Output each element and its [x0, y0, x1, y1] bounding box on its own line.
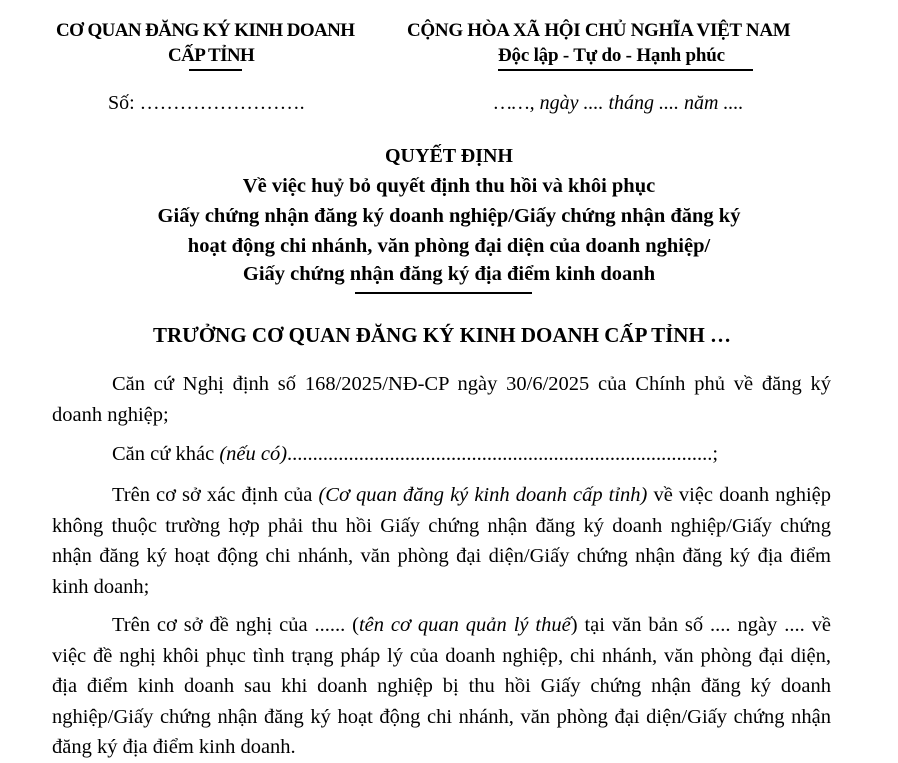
legal-basis-paragraph-1: Căn cứ Nghị định số 168/2025/NĐ-CP ngày 30/6/2025 của Chính phủ về đăng ký doanh nghiệp;: [52, 373, 831, 426]
p4-italic-tax-agency: tên cơ quan quản lý thuế: [358, 614, 571, 636]
legal-basis-paragraph-2: [52, 439, 831, 470]
p3-prefix: Trên cơ sở xác định của: [112, 484, 319, 506]
determination-paragraph: [52, 480, 831, 602]
proposal-paragraph: [52, 610, 831, 763]
place-date: ……, ngày .... tháng .... năm ....: [494, 92, 744, 114]
national-motto: Độc lập - Tự do - Hạnh phúc: [498, 45, 725, 66]
p2-prefix: Căn cứ khác: [112, 443, 220, 465]
p2-suffix: ...................................................................................;: [287, 443, 719, 465]
motto-underline: [498, 69, 753, 71]
p4-prefix: Trên cơ sở đề nghị của ...... (: [112, 614, 359, 636]
decision-subject-line-1: Về việc huỷ bỏ quyết định thu hồi và khôi phục: [242, 175, 656, 197]
p4-suffix: ) tại văn bản số .... ngày .... về việc đề nghị khôi phục tình trạng pháp lý của doanh nghiệp, chi nhánh, văn phòng đại diện, địa điểm kinh doanh sau khi doanh nghiệp bị thu hồi Giấy chứng nhận đăng ký doanh nghiệp/Giấy chứng nhận đăng ký hoạt động chi nhánh, văn phòng đại diện/Giấy chứng nhận đăng ký địa điểm kinh doanh.: [52, 614, 831, 758]
decision-subject-line-2: Giấy chứng nhận đăng ký doanh nghiệp/Giấy chứng nhận đăng ký: [157, 205, 741, 227]
subject-underline: [355, 292, 532, 294]
decision-subject-line-4: Giấy chứng nhận đăng ký địa điểm kinh doanh: [242, 263, 656, 285]
national-title: CỘNG HÒA XÃ HỘI CHỦ NGHĨA VIỆT NAM: [407, 20, 791, 41]
agency-level: CẤP TỈNH: [168, 45, 255, 66]
agency-underline: [189, 69, 242, 71]
issuing-authority: TRƯỞNG CƠ QUAN ĐĂNG KÝ KINH DOANH CẤP TỈNH …: [152, 323, 732, 347]
p3-suffix: về việc doanh nghiệp không thuộc trường hợp phải thu hồi Giấy chứng nhận đăng ký doanh nghiệp/Giấy chứng nhận đăng ký hoạt động chi nhánh, văn phòng đại diện/Giấy chứng nhận đăng ký địa điểm kinh doanh;: [52, 484, 832, 598]
p2-italic-note: (nếu có): [219, 443, 288, 465]
decision-subject-line-3: hoạt động chi nhánh, văn phòng đại diện của doanh nghiệp/: [187, 235, 711, 257]
p3-italic-agency: (Cơ quan đăng ký kinh doanh cấp tỉnh): [318, 484, 648, 506]
decision-title: QUYẾT ĐỊNH: [385, 145, 513, 167]
agency-name: CƠ QUAN ĐĂNG KÝ KINH DOANH: [56, 20, 355, 41]
document-number: Số: …………………….: [108, 92, 305, 114]
